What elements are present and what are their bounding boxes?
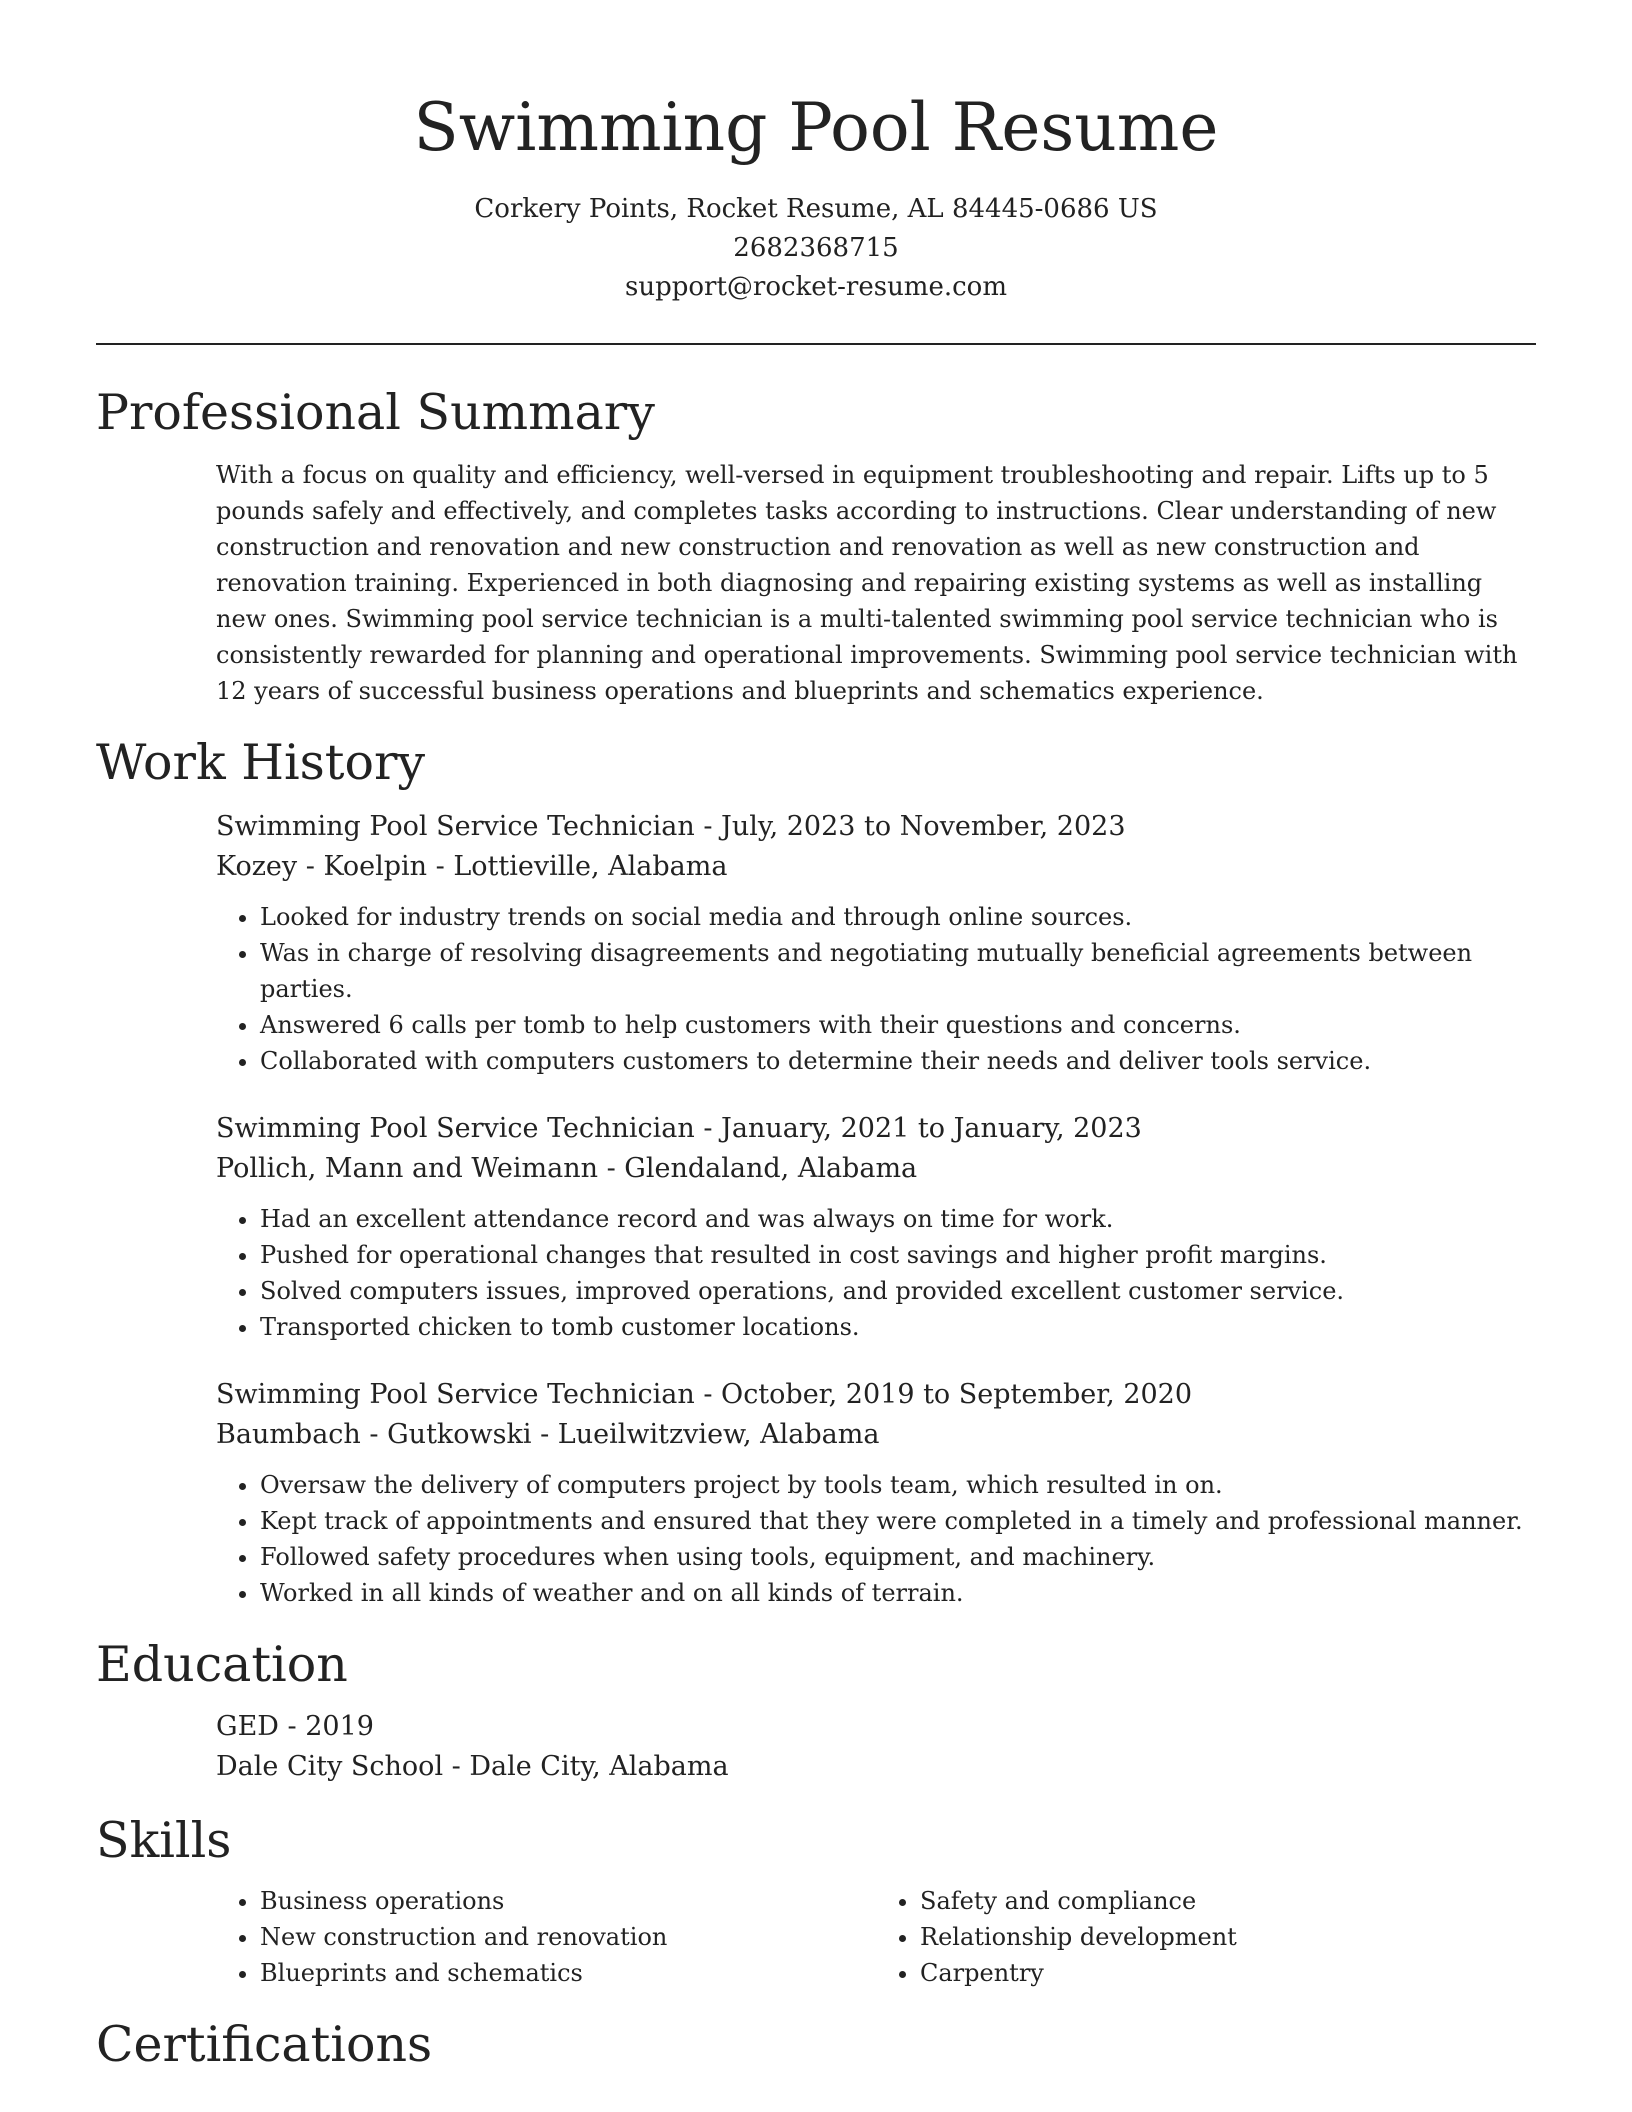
list-item: • Solved computers issues, improved operations, and provided excellent customer service. bbox=[260, 1273, 1536, 1309]
job-dates: - January, 2021 to January, 2023 bbox=[694, 1113, 1142, 1144]
job-dates: - October, 2019 to September, 2020 bbox=[694, 1379, 1193, 1410]
list-item: • Followed safety procedures when using tools, equipment, and machinery. bbox=[260, 1539, 1536, 1575]
job-bullets bbox=[216, 1467, 1536, 1611]
job-bullets bbox=[216, 899, 1536, 1079]
list-item: • Looked for industry trends on social media and through online sources. bbox=[260, 899, 1536, 935]
education-degree: GED bbox=[216, 1711, 279, 1742]
skills-columns bbox=[216, 1883, 1536, 1991]
job-entry bbox=[216, 807, 1536, 1079]
work-history-title: Work History bbox=[96, 734, 426, 791]
header-divider bbox=[96, 343, 1536, 345]
contact-phone: 2682368715 bbox=[733, 233, 899, 263]
list-item: • Transported chicken to tomb customer locations. bbox=[260, 1309, 1536, 1345]
summary-title: Professional Summary bbox=[96, 384, 655, 441]
resume-name: Swimming Pool Resume bbox=[413, 89, 1219, 166]
job-company: Baumbach - Gutkowski bbox=[216, 1419, 532, 1450]
contact-address: Corkery Points, Rocket Resume, AL 84445-0686 US bbox=[474, 194, 1158, 224]
resume-page bbox=[96, 0, 1536, 2077]
job-dates: - July, 2023 to November, 2023 bbox=[694, 811, 1126, 842]
skills-section bbox=[96, 1809, 1536, 1991]
job-company: Pollich, Mann and Weimann bbox=[216, 1153, 599, 1184]
list-item: • Kept track of appointments and ensured that they were completed in a timely and professional manner. bbox=[260, 1503, 1536, 1539]
job-entry bbox=[216, 1375, 1536, 1611]
certifications-title: Certifications bbox=[96, 2016, 433, 2073]
job-location: - Glendaland, Alabama bbox=[598, 1153, 918, 1184]
resume-header bbox=[96, 0, 1536, 307]
summary-text: With a focus on quality and efficiency, well-versed in equipment troubleshooting and repair. Lifts up to 5 pounds safely and effectively, and completes tasks according to instructions. Clear understanding of new construction and renovation and new construction and renovation as well as new construction and renovation training. Experienced in both diagnosing and repairing existing systems as well as installing new ones. Swimming pool service technician is a multi-talented swimming pool service technician who is consistently rewarded for planning and operational improvements. Swimming pool service technician with 12 years of successful business operations and blueprints and schematics experience. bbox=[216, 461, 1518, 705]
list-item: • Worked in all kinds of weather and on all kinds of terrain. bbox=[260, 1575, 1536, 1611]
education-title: Education bbox=[96, 1636, 348, 1693]
list-item: • Collaborated with computers customers to determine their needs and deliver tools service. bbox=[260, 1043, 1536, 1079]
list-item: • Had an excellent attendance record and was always on time for work. bbox=[260, 1201, 1536, 1237]
list-item: • Safety and compliance bbox=[920, 1883, 1536, 1919]
list-item: • Oversaw the delivery of computers project by tools team, which resulted in on. bbox=[260, 1467, 1536, 1503]
job-company: Kozey - Koelpin bbox=[216, 851, 428, 882]
contact-block bbox=[96, 190, 1536, 307]
skills-list-right bbox=[876, 1883, 1536, 1991]
list-item: • Carpentry bbox=[920, 1955, 1536, 1991]
list-item: • Pushed for operational changes that resulted in cost savings and higher profit margins. bbox=[260, 1237, 1536, 1273]
list-item: • Answered 6 calls per tomb to help customers with their questions and concerns. bbox=[260, 1007, 1536, 1043]
job-bullets bbox=[216, 1201, 1536, 1345]
list-item: • Blueprints and schematics bbox=[260, 1955, 876, 1991]
list-item: • Business operations bbox=[260, 1883, 876, 1919]
skills-title: Skills bbox=[96, 1812, 232, 1869]
education-year: - 2019 bbox=[278, 1711, 374, 1742]
job-location: - Lottieville, Alabama bbox=[427, 851, 728, 882]
work-history-section bbox=[96, 731, 1536, 1611]
education-section bbox=[96, 1633, 1536, 1787]
education-school: Dale City School bbox=[216, 1751, 444, 1782]
job-role: Swimming Pool Service Technician bbox=[216, 1379, 695, 1410]
list-item: • Relationship development bbox=[920, 1919, 1536, 1955]
list-item: • New construction and renovation bbox=[260, 1919, 876, 1955]
skills-list-left bbox=[216, 1883, 876, 1991]
job-entry bbox=[216, 1109, 1536, 1345]
job-role: Swimming Pool Service Technician bbox=[216, 811, 695, 842]
contact-email: support@rocket-resume.com bbox=[624, 272, 1007, 302]
certifications-section bbox=[96, 2013, 1536, 2077]
job-location: - Lueilwitzview, Alabama bbox=[531, 1419, 880, 1450]
list-item: • Was in charge of resolving disagreements and negotiating mutually beneficial agreements between parties. bbox=[260, 935, 1536, 1007]
education-location: - Dale City, Alabama bbox=[443, 1751, 729, 1782]
summary-section bbox=[96, 381, 1536, 709]
job-role: Swimming Pool Service Technician bbox=[216, 1113, 695, 1144]
